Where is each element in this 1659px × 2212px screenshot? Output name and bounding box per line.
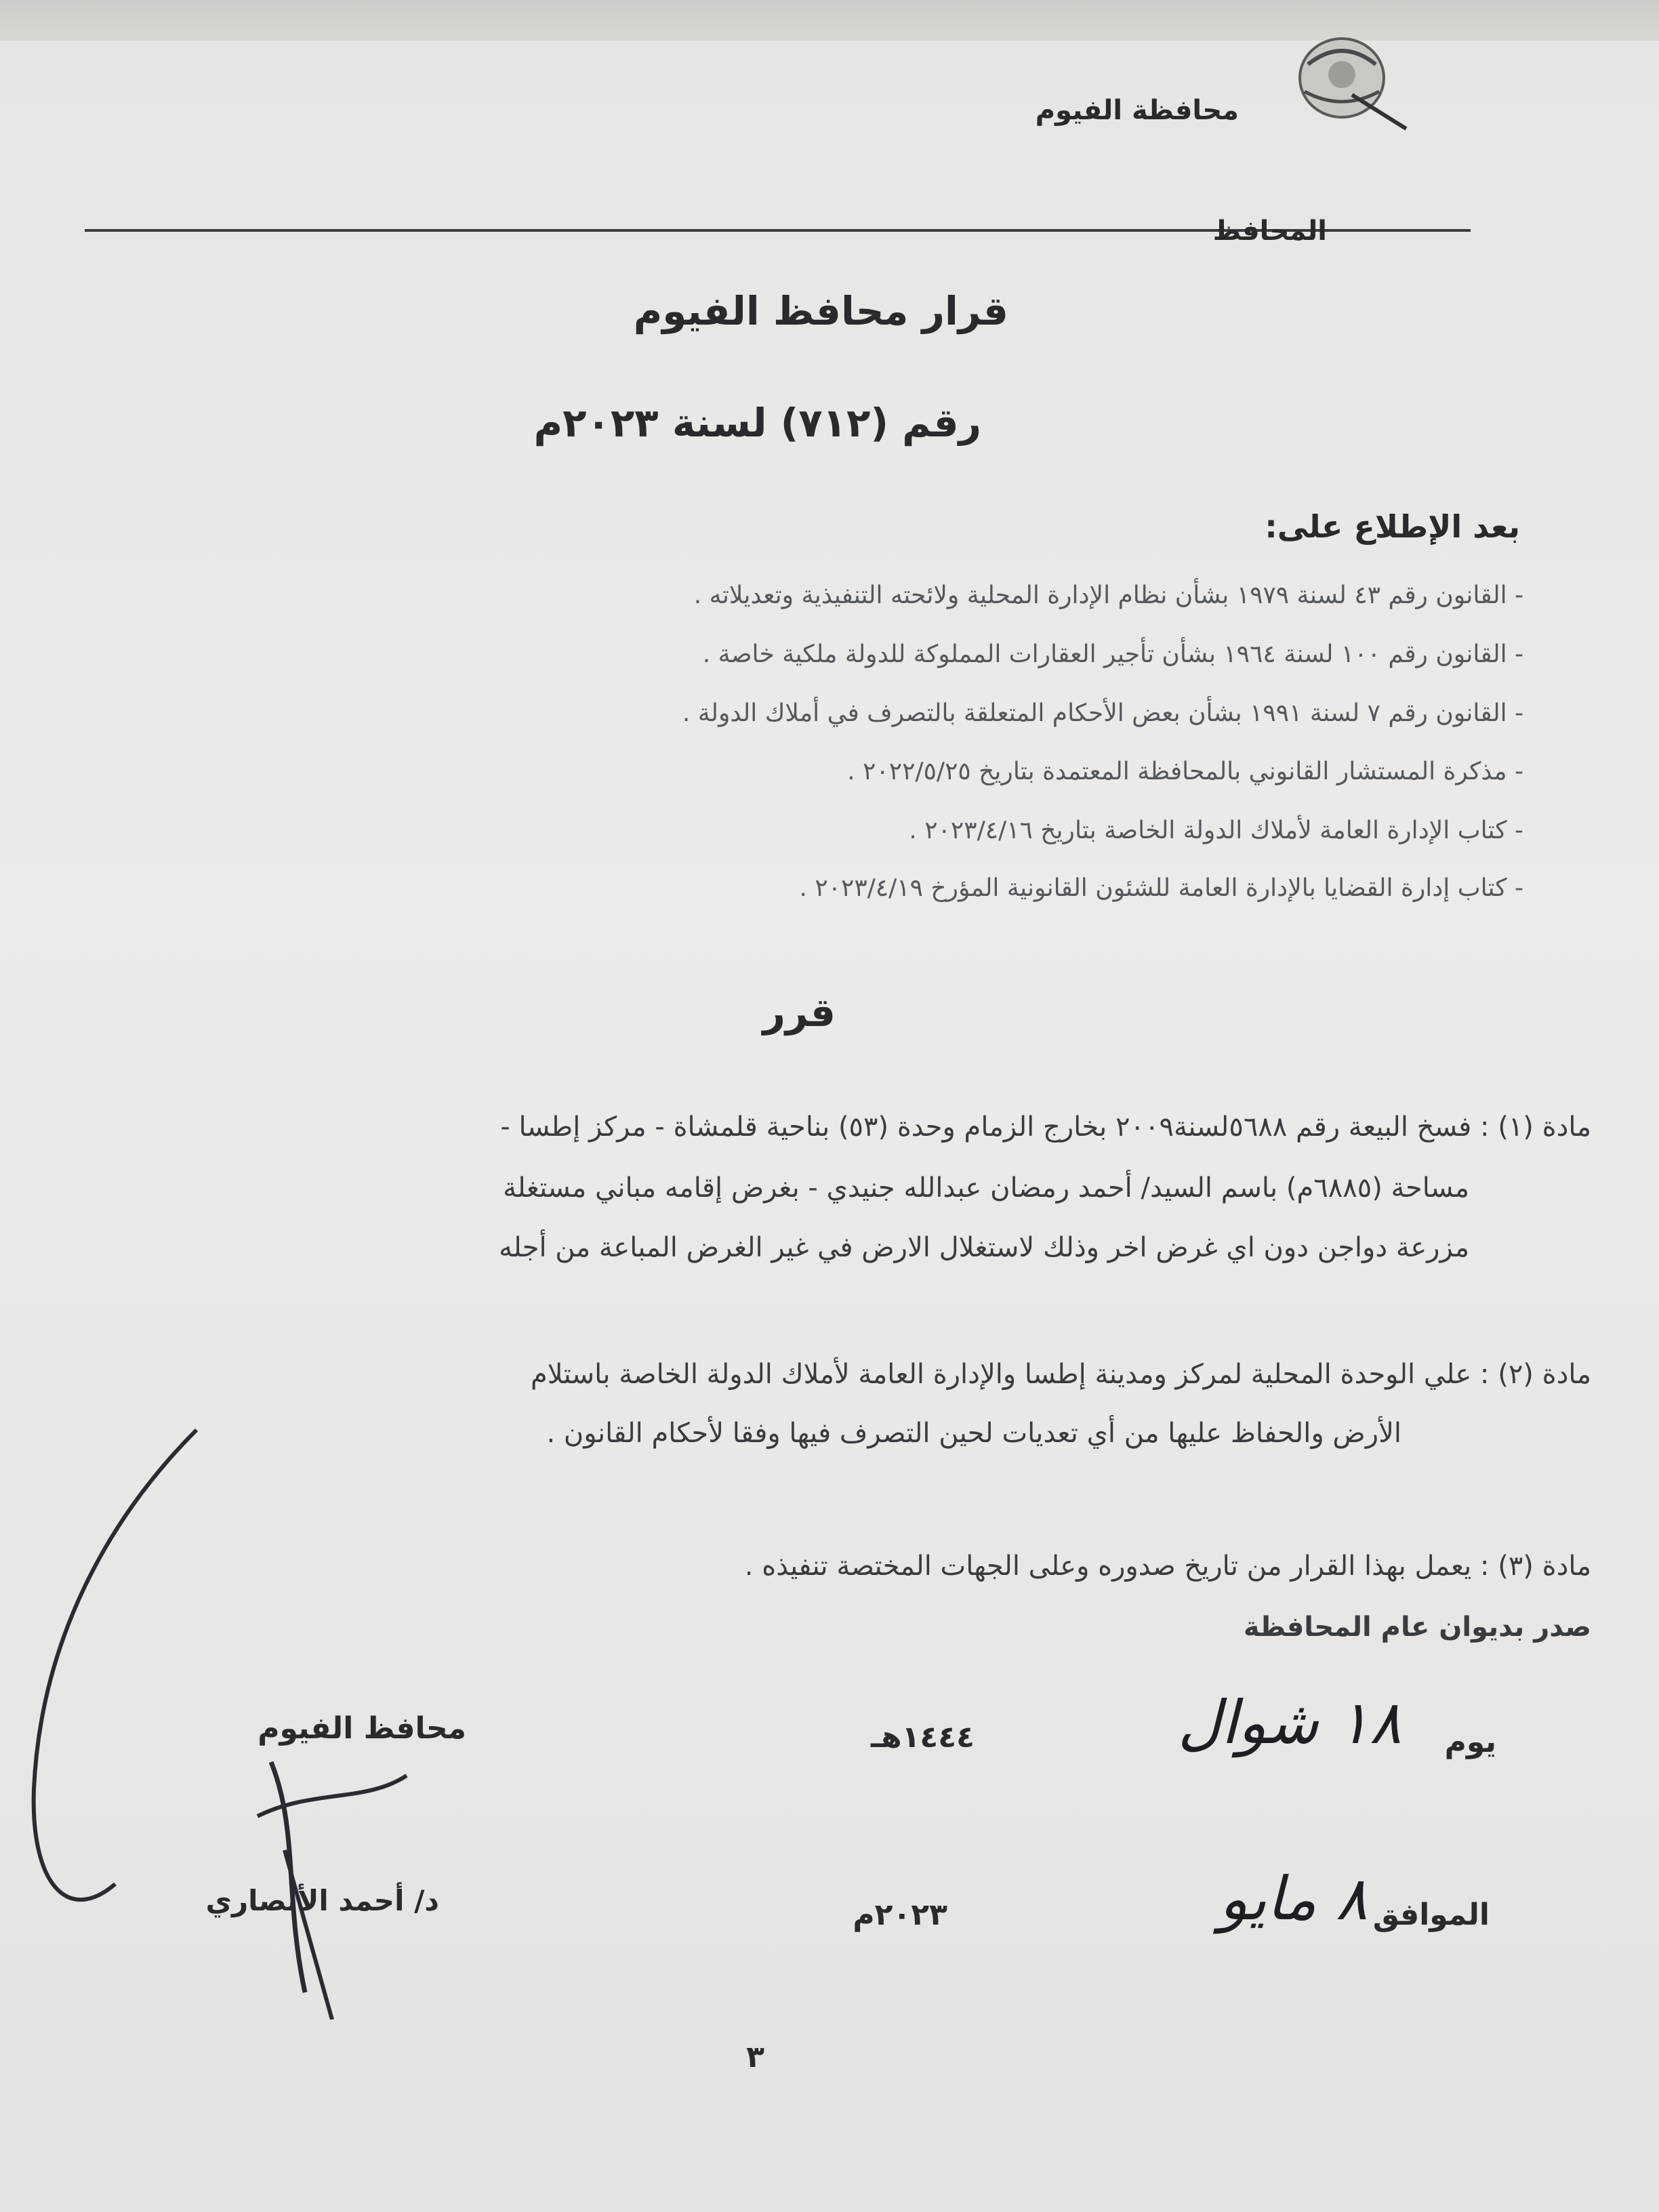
preamble-intro: بعد الإطلاع على: [1265,508,1520,545]
reference-item: - القانون رقم ٤٣ لسنة ١٩٧٩ بشأن نظام الإدارة المحلية ولائحته التنفيذية وتعديلاته . [693,581,1523,609]
article-3-line: مادة (٣) : يعمل بهذا القرار من تاريخ صدوره وعلى الجهات المختصة تنفيذه . [744,1551,1591,1582]
gregorian-year: ٢٠٢٣م [853,1898,947,1932]
article-1-line: مزرعة دواجن دون اي غرض اخر وذلك لاستغلال الارض في غير الغرض المباعة من أجله [499,1232,1469,1263]
reference-item: - القانون رقم ١٠٠ لسنة ١٩٦٤ بشأن تأجير العقارات المملوكة للدولة ملكية خاصة . [702,640,1523,668]
issued-line: صدر بديوان عام المحافظة [1243,1612,1591,1643]
governorate-name: محافظة الفيوم [1035,95,1239,126]
hijri-date-handwritten: ١٨ شوال [1177,1687,1401,1757]
article-1-line: مادة (١) : فسخ البيعة رقم ٥٦٨٨لسنة٢٠٠٩ بخارج الزمام وحدة (٥٣) بناحية قلمشاة - مركز إطسا - [500,1111,1591,1143]
governorate-logo-icon [1288,27,1410,136]
gregorian-date-handwritten: ٨ مايو [1218,1864,1368,1933]
handwritten-signature [14,1410,434,2020]
article-2-line: الأرض والحفاظ عليها من أي تعديات لحين التصرف فيها وفقا لأحكام القانون . [546,1418,1401,1449]
decision-number: رقم (٧١٢) لسنة ٢٠٢٣م [533,400,981,446]
date-day-label: يوم [1444,1725,1496,1759]
article-2-line: مادة (٢) : علي الوحدة المحلية لمركز ومدينة إطسا والإدارة العامة لأملاك الدولة الخاصة باستلام [530,1359,1591,1390]
office-label: المحافظ [1212,216,1327,247]
reference-item: - كتاب الإدارة العامة لأملاك الدولة الخاصة بتاريخ ٢٠٢٣/٤/١٦ . [909,817,1523,844]
gregorian-label: الموافق [1372,1898,1490,1932]
decision-title: قرار محافظ الفيوم [633,288,1008,334]
signatory-name: د/ أحمد الأنصاري [205,1884,439,1917]
page-number: ٣ [746,2040,764,2074]
reference-item: - القانون رقم ٧ لسنة ١٩٩١ بشأن بعض الأحكام المتعلقة بالتصرف في أملاك الدولة . [682,699,1523,727]
signatory-title: محافظ الفيوم [258,1711,466,1746]
article-1-line: مساحة (٦٨٨٥م) باسم السيد/ أحمد رمضان عبدالله جنيدي - بغرض إقامه مباني مستغلة [503,1172,1469,1204]
reference-item: - مذكرة المستشار القانوني بالمحافظة المعتمدة بتاريخ ٢٠٢٢/٥/٢٥ . [847,758,1523,785]
hijri-year: ١٤٤٤هـ [871,1720,975,1755]
reference-item: - كتاب إدارة القضايا بالإدارة العامة للشئون القانونية المؤرخ ٢٠٢٣/٤/١٩ . [799,874,1523,902]
decided-heading: قرر [762,989,836,1036]
